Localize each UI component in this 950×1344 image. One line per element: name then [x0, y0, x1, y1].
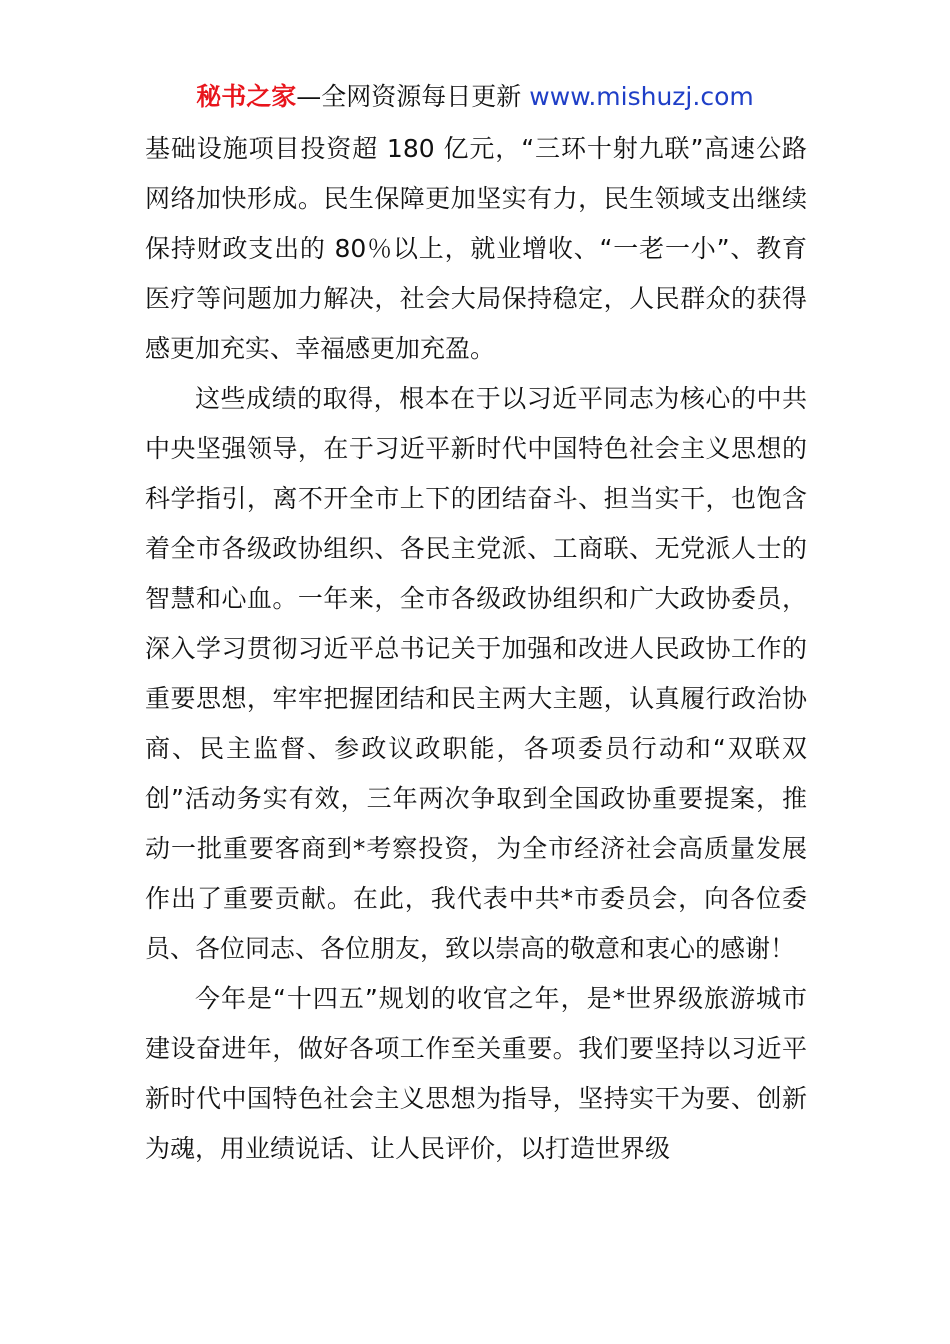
- paragraph-achievements: 这些成绩的取得，根本在于以习近平同志为核心的中共中央坚强领导，在于习近平新时代中国特色社会主义思想的科学指引，离不开全市上下的团结奋斗、担当实干，也饱含着全市各级政协组织、各民主党派、工商联、无党派人士的智慧和心血。一年来，全市各级政协组织和广大政协委员，深入学习贯彻习近平总书记关于加强和改进人民政协工作的重要思想，牢牢把握团结和民主两大主题，认真履行政治协商、民主监督、参政议政职能，各项委员行动和“双联双创”活动务实有效，三年两次争取到全国政协重要提案，推动一批重要客商到*考察投资，为全市经济社会高质量发展作出了重要贡献。在此，我代表中共*市委员会，向各位委员、各位同志、各位朋友，致以崇高的敬意和衷心的感谢！: [145, 384, 807, 963]
- page-header: [0, 80, 950, 114]
- site-url-link[interactable]: www.mishuzj.com: [529, 82, 754, 111]
- site-tagline: —全网资源每日更新: [296, 82, 522, 111]
- site-name: 秘书之家: [196, 82, 297, 111]
- document-body: [145, 124, 807, 1174]
- paragraph-continued: 基础设施项目投资超 180 亿元，“三环十射九联”高速公路网络加快形成。民生保障更加坚实有力，民生领域支出继续保持财政支出的 80％以上，就业增收、“一老一小”、教育医疗等问题加力解决，社会大局保持稳定，人民群众的获得感更加充实、幸福感更加充盈。: [145, 134, 807, 363]
- paragraph-plan: 今年是“十四五”规划的收官之年，是*世界级旅游城市建设奋进年，做好各项工作至关重要。我们要坚持以习近平新时代中国特色社会主义思想为指导，坚持实干为要、创新为魂，用业绩说话、让人民评价，以打造世界级: [145, 984, 807, 1163]
